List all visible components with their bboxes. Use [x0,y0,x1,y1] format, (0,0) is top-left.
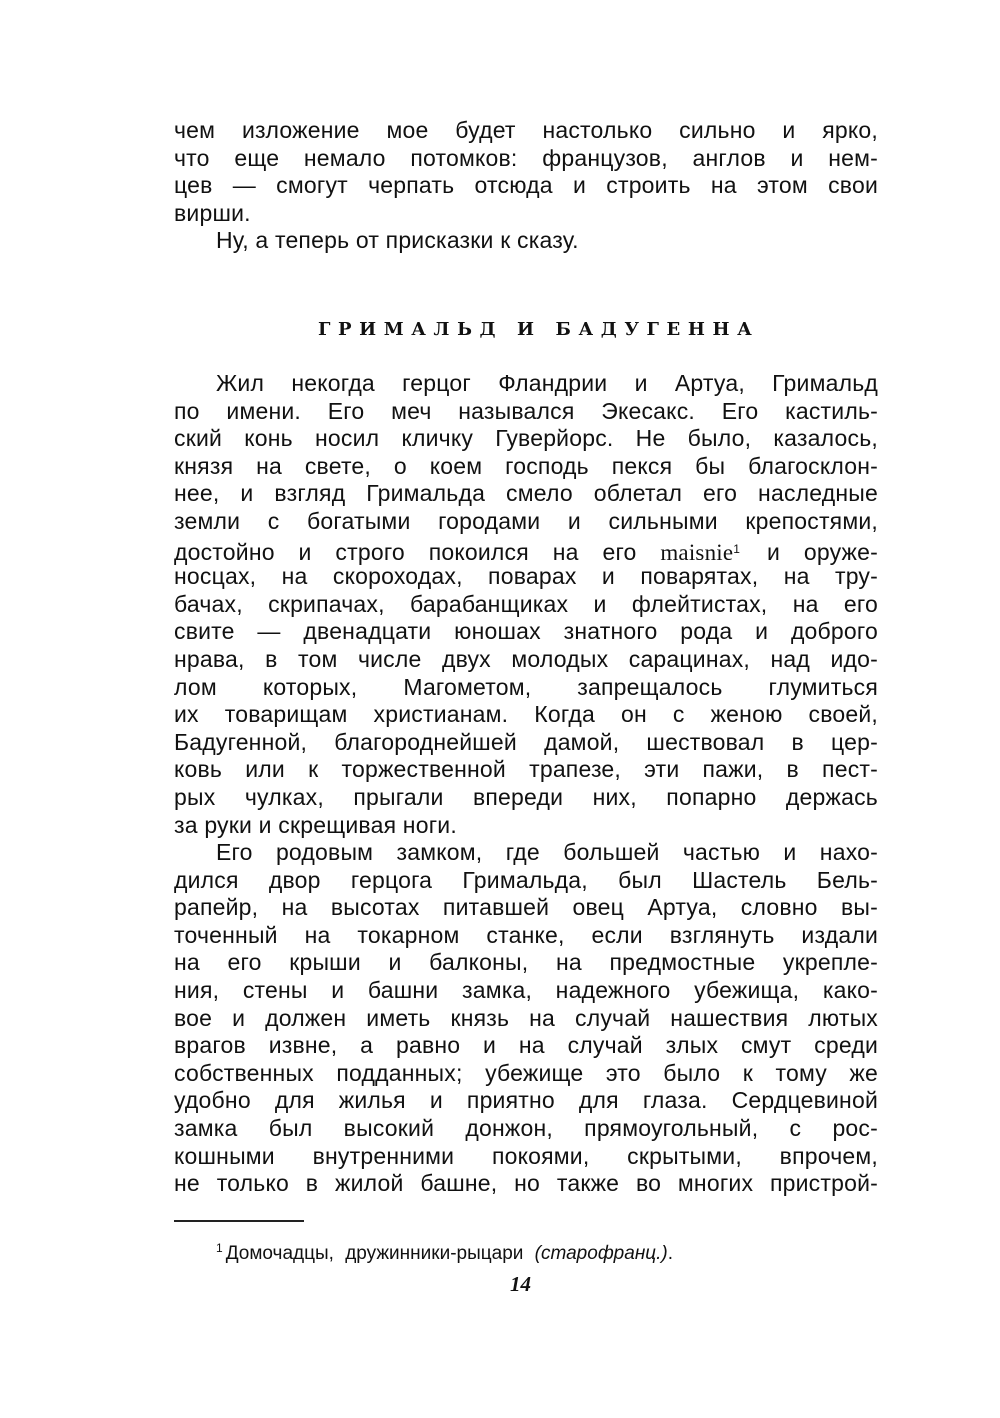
text-fragment: и оруже- [767,538,878,565]
text-line: что еще немало потомков: французов, англов и нем- [174,144,878,171]
footnote-reference[interactable]: 1 [733,541,741,556]
paragraph [174,370,878,839]
page-number: 14 [510,1272,531,1296]
intro-text [174,117,878,255]
text-line: цев — смогут черпать отсюда и строить на этом свои [174,172,878,199]
text-line: их товарищам христианам. Когда он с женою своей, [174,701,878,728]
text-line: рапейр, на высотах питавшей овец Артуа, словно вы- [174,894,878,921]
footnote-language-note: (старофранц.) [534,1243,668,1264]
text-line: Жил некогда герцог Фландрии и Артуа, Гримальд [216,370,878,396]
text-line: бачах, скрипачах, барабанщиках и флейтистах, на его [174,590,878,617]
text-line: не только в жилой башне, но также во многих пристрой- [174,1170,878,1197]
text-line: вое и должен иметь князь на случай нашествия лютых [174,1004,878,1031]
text-line: нрава, в том числе двух молодых сарацинах, над идо- [174,645,878,672]
footnote-text: Домочадцы, дружинники-рыцари [225,1243,524,1264]
text-line: за руки и скрещивая ноги. [174,811,457,838]
text-line: на его крыши и балконы, на предмостные укрепле- [174,949,878,976]
text-line: свите — двенадцати юношах знатного рода и доброго [174,618,878,645]
text-line: Бадугенной, благороднейшей дамой, шествовал в цер- [174,728,878,755]
text-line: рых чулках, прыгали впереди них, попарно держась [174,783,878,810]
text-line: ния, стены и башни замка, надежного убежища, како- [174,977,878,1004]
text-line: точенный на токарном станке, если взглянуть издали [174,921,878,948]
text-line: лом которых, Магометом, запрещалось глумиться [174,673,878,700]
text-line: чем изложение мое будет настолько сильно и ярко, [174,117,878,143]
text-line: Его родовым замком, где большей частью и нахо- [216,839,878,866]
text-line: земли с богатыми городами и сильными крепостями, [174,507,878,534]
text-line: носцах, на скороходах, поварах и поварятах, на тру- [174,563,878,590]
foreign-word: maisnie [660,539,734,565]
text-line: замка был высокий донжон, прямоугольный, с рос- [174,1115,878,1142]
text-line-with-footnote [174,536,878,564]
text-line: собственных подданных; убежище это было к тому же [174,1059,878,1086]
text-line: удобно для жилья и приятно для глаза. Сердцевиной [174,1087,878,1114]
text-line: врагов извне, а равно и на случай злых смут среди [174,1032,878,1059]
footnote-marker: 1 [216,1241,223,1255]
text-line: по имени. Его меч назывался Экесакс. Его кастиль- [174,397,878,424]
text-line: Ну, а теперь от присказки к сказу. [216,227,579,254]
footnote [216,1236,673,1266]
text-fragment: достойно и строго покоился на его [174,538,637,565]
text-line: князя на свете, о коем господь пекся бы благосклон- [174,452,878,479]
text-line: дился двор герцога Гримальда, был Шастель Бель- [174,866,878,893]
paragraph [174,839,878,1198]
text-line: нее, и взгляд Гримальда смело облетал его наследные [174,480,878,507]
footnote-end: . [667,1243,674,1264]
text-line: кошными внутренними покоями, скрытыми, впрочем, [174,1142,878,1169]
text-line: ский конь носил кличку Гуверйорс. Не было, казалось, [174,425,878,452]
chapter-body [174,370,878,1198]
chapter-title: ГРИМАЛЬД И БАДУГЕННА [318,319,760,340]
text-line: ковь или к торжественной трапезе, эти пажи, в пест- [174,756,878,783]
footnote-divider [174,1220,304,1222]
text-line: вирши. [174,199,251,226]
